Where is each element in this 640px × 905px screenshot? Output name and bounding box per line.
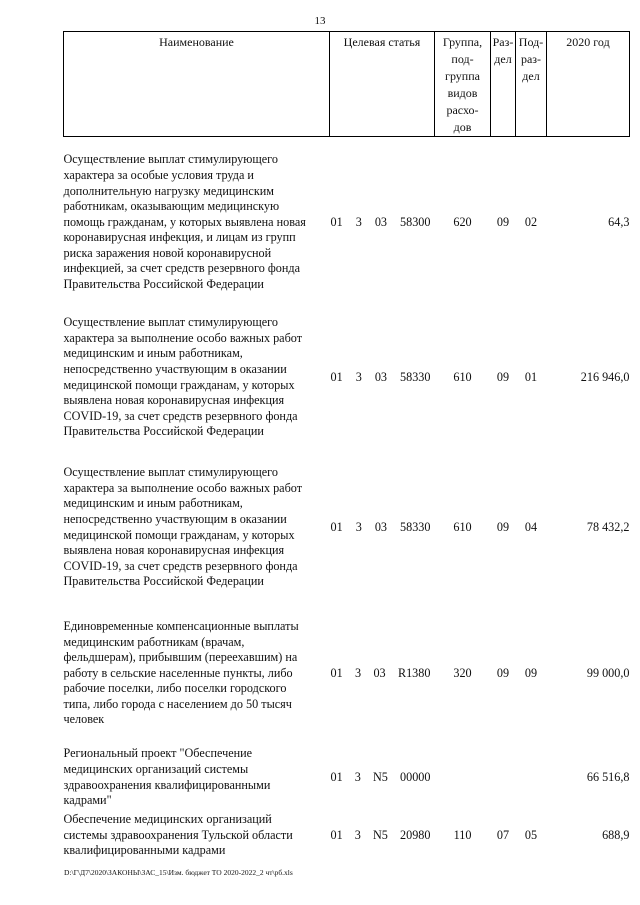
row-group: 610	[453, 519, 472, 534]
name-line: помощь гражданам, у которых выявлена новая	[63, 214, 306, 229]
name-line: выявлена новая коронавирусная инфекция	[63, 393, 285, 408]
name-line: здравоохранения квалифицированными	[63, 777, 271, 792]
header-year: 2020 год	[547, 32, 630, 137]
row-amount: 78 432,2	[586, 519, 630, 534]
name-line: непосредственно участвующим в оказании	[63, 511, 287, 526]
header-group-line: Группа,	[442, 35, 483, 49]
name-line: Правительства Российской Федерации	[63, 574, 264, 589]
name-line: Правительства Российской Федерации	[63, 277, 264, 292]
row-target	[330, 603, 435, 745]
target-direction: 58330	[400, 519, 431, 534]
name-line: Обеспечение медицинских организаций	[63, 812, 272, 827]
table-row	[64, 603, 630, 745]
target-direction: R1380	[397, 665, 431, 680]
name-line: типа, либо города с населением до 50 тысяч	[63, 696, 292, 711]
target-program: 01	[330, 369, 343, 384]
target-direction: 20980	[400, 827, 431, 842]
header-group-line: дов	[453, 120, 472, 134]
budget-table	[63, 31, 630, 861]
name-line: работу в сельские населенные пункты, либо	[63, 665, 293, 680]
header-subsection-line: раз-	[520, 52, 542, 66]
name-line: инфекцией, за счет средств резервного фонда	[63, 261, 300, 276]
name-line: медицинских организаций системы	[63, 761, 249, 776]
header-group-line: группа	[445, 69, 480, 83]
header-subsection	[516, 32, 547, 137]
name-line: системы здравоохранения Тульской области	[63, 827, 293, 842]
target-measure: N5	[373, 827, 388, 842]
table-row	[64, 143, 630, 303]
row-amount: 66 516,8	[586, 769, 630, 784]
header-group-line: видов	[447, 86, 478, 100]
target-program: 01	[330, 665, 343, 680]
name-line: медицинским работникам (врачам,	[63, 634, 245, 649]
name-line: медицинским и иным работникам,	[63, 346, 243, 361]
row-group	[435, 745, 491, 811]
row-section: 07	[496, 827, 510, 842]
name-line: медицинским и иным работникам,	[63, 496, 243, 511]
row-amount: 688,9	[602, 827, 630, 842]
name-line: характера за выполнение особо важных работ	[63, 480, 303, 495]
target-program: 01	[330, 519, 343, 534]
row-amount: 64,3	[608, 214, 630, 229]
row-amount: 99 000,0	[586, 665, 630, 680]
row-subsection: 04	[524, 519, 538, 534]
target-subprogram: 3	[355, 369, 362, 384]
row-name	[64, 811, 330, 861]
row-subsection: 05	[524, 827, 538, 842]
name-line: непосредственно участвующим в оказании	[63, 361, 287, 376]
name-line: характера за выполнение особо важных работ	[63, 330, 303, 345]
footer-file-path: D:\Г\Д7\2020\ЗАКОНЫ\ЗАС_15\Изм. бюджет ТО 2020-2022_2 чт\рб.xls	[64, 868, 293, 877]
name-line: фельдшерам), прибывшим (переехавшим) на	[63, 650, 298, 665]
table-row	[64, 811, 630, 861]
header-subsection-line: дел	[522, 69, 540, 83]
row-name	[64, 143, 330, 303]
row-group: 610	[453, 369, 472, 384]
name-line: медицинской помощи гражданам, у которых	[63, 377, 295, 392]
name-line: дополнительную нагрузку медицинским	[63, 183, 274, 198]
row-section: 09	[496, 369, 510, 384]
row-name	[64, 303, 330, 453]
row-target	[330, 811, 435, 861]
name-line: квалифицированными кадрами	[63, 843, 226, 858]
name-line: работникам, оказывающим медицинскую	[63, 199, 280, 214]
target-direction: 00000	[400, 769, 431, 784]
name-line: Региональный проект "Обеспечение	[63, 746, 253, 761]
name-line: риска заражения новой коронавирусной	[63, 245, 272, 260]
name-line: характера за особые условия труда и	[63, 167, 254, 182]
target-direction: 58300	[400, 214, 431, 229]
target-program: 01	[330, 769, 343, 784]
header-section-line: дел	[494, 52, 512, 66]
target-subprogram: 3	[355, 519, 362, 534]
row-subsection: 09	[524, 665, 538, 680]
row-amount: 216 946,0	[580, 369, 630, 384]
target-measure: 03	[374, 369, 387, 384]
name-line: COVID-19, за счет средств резервного фонда	[63, 558, 298, 573]
name-line: Правительства Российской Федерации	[63, 424, 264, 439]
target-subprogram: 3	[354, 769, 361, 784]
target-measure: N5	[373, 769, 388, 784]
name-line: Осуществление выплат стимулирующего	[63, 465, 278, 480]
target-measure: 03	[373, 665, 386, 680]
target-measure: 03	[374, 214, 387, 229]
target-subprogram: 3	[354, 827, 361, 842]
target-subprogram: 3	[355, 214, 362, 229]
target-program: 01	[330, 214, 343, 229]
table-row	[64, 303, 630, 453]
row-name	[64, 453, 330, 603]
header-target-article: Целевая статья	[330, 32, 435, 137]
row-section: 09	[496, 214, 510, 229]
name-line: коронавирусная инфекция, и лицам из групп	[63, 230, 296, 245]
row-target	[330, 143, 435, 303]
row-section: 09	[496, 665, 510, 680]
table-header-row	[64, 32, 630, 137]
row-section	[491, 745, 516, 811]
row-subsection: 02	[524, 214, 538, 229]
table-row	[64, 745, 630, 811]
row-name	[64, 745, 330, 811]
row-target	[330, 453, 435, 603]
row-name	[64, 603, 330, 745]
name-line: Осуществление выплат стимулирующего	[63, 315, 278, 330]
row-subsection: 01	[524, 369, 538, 384]
name-line: рабочие поселки, либо поселки городского	[63, 681, 287, 696]
row-section: 09	[496, 519, 510, 534]
row-target	[330, 303, 435, 453]
row-target	[330, 745, 435, 811]
page-number: 13	[314, 15, 326, 27]
name-line: человек	[63, 712, 105, 727]
name-line: кадрами"	[63, 793, 112, 808]
name-line: выявлена новая коронавирусная инфекция	[63, 543, 285, 558]
header-group-line: под-	[451, 52, 474, 66]
name-line: Осуществление выплат стимулирующего	[63, 152, 278, 167]
header-section	[491, 32, 516, 137]
header-subsection-line: Под-	[518, 35, 544, 49]
row-group: 620	[453, 214, 472, 229]
name-line: Единовременные компенсационные выплаты	[63, 618, 299, 633]
target-measure: 03	[374, 519, 387, 534]
name-line: медицинской помощи гражданам, у которых	[63, 527, 295, 542]
header-group-line: расхо-	[446, 103, 479, 117]
target-program: 01	[330, 827, 343, 842]
table-row	[64, 453, 630, 603]
target-subprogram: 3	[355, 665, 362, 680]
row-group: 320	[453, 665, 472, 680]
row-subsection	[516, 745, 547, 811]
header-expense-group	[435, 32, 491, 137]
row-group: 110	[453, 827, 472, 842]
target-direction: 58330	[400, 369, 431, 384]
header-section-line: Раз-	[492, 35, 514, 49]
header-name: Наименование	[64, 32, 330, 137]
name-line: COVID-19, за счет средств резервного фонда	[63, 408, 298, 423]
